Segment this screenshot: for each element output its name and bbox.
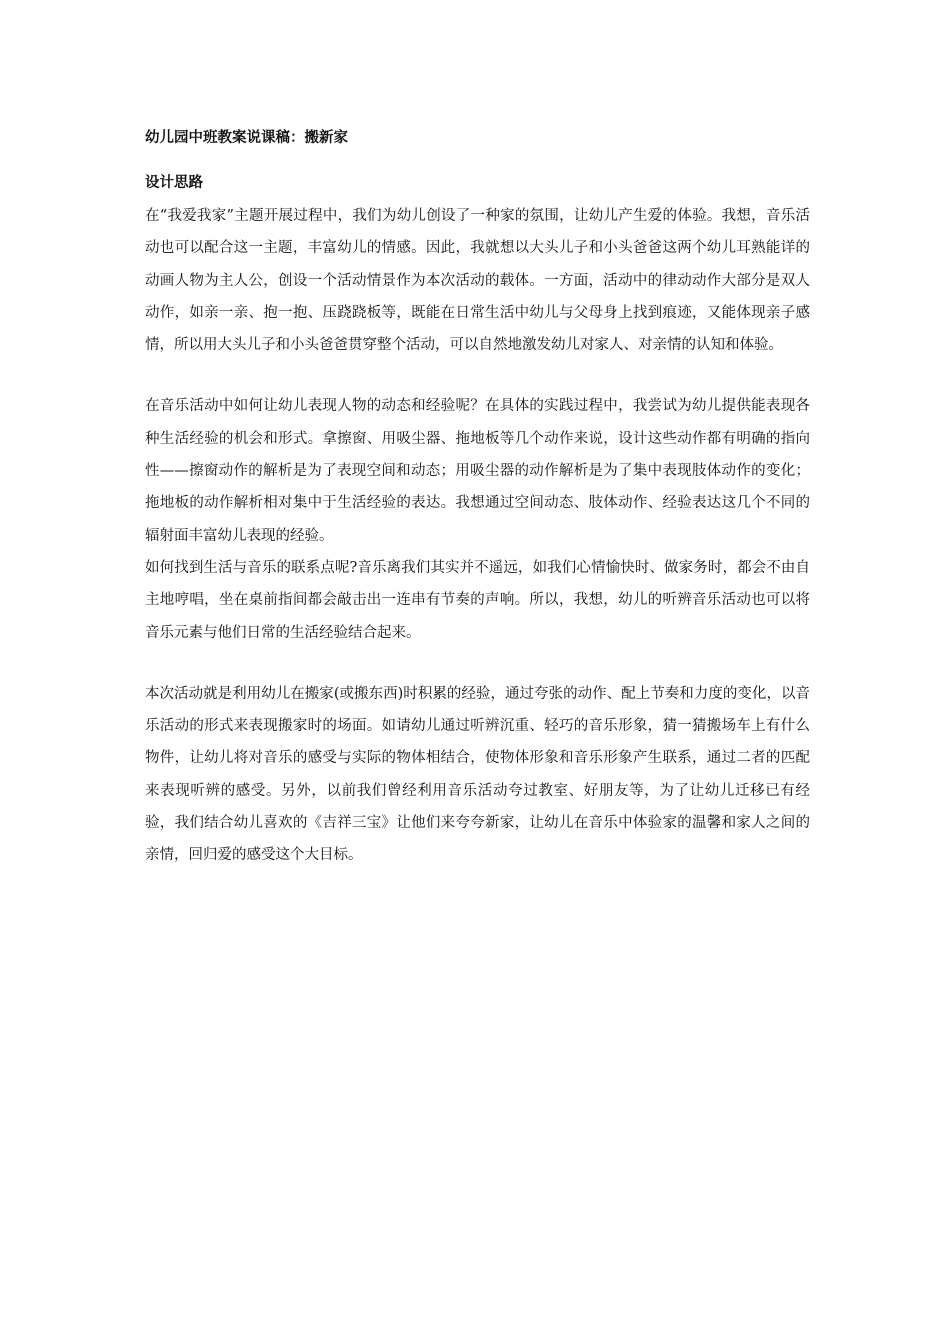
- paragraph-activity-goal: 本次活动就是利用幼儿在搬家(或搬东西)时积累的经验，通过夸张的动作、配上节奏和力度的变化，以音乐活动的形式来表现搬家时的场面。如请幼儿通过听辨沉重、轻巧的音乐形象，猜一猜搬场车上有什么物件，让幼儿将对音乐的感受与实际的物体相结合，使物体形象和音乐形象产生联系，通过二者的匹配来表现听辨的感受。另外，以前我们曾经利用音乐活动夸过教室、好朋友等，为了让幼儿迁移已有经验，我们结合幼儿喜欢的《吉祥三宝》让他们来夸夸新家，让幼儿在音乐中体验家的温馨和家人之间的亲情，回归爱的感受这个大目标。: [145, 685, 810, 864]
- paragraph-theme-intro: 在“我爱我家”主题开展过程中，我们为幼儿创设了一种家的氛围，让幼儿产生爱的体验。我想，音乐活动也可以配合这一主题，丰富幼儿的情感。因此，我就想以大头儿子和小头爸爸这两个幼儿耳熟能详的动画人物为主人公，创设一个活动情景作为本次活动的载体。一方面，活动中的律动动作大部分是双人动作，如亲一亲、抱一抱、压跷跷板等，既能在日常生活中幼儿与父母身上找到痕迹，又能体现亲子感情，所以用大头儿子和小头爸爸贯穿整个活动，可以自然地激发幼儿对家人、对亲情的认知和体验。: [145, 208, 810, 354]
- section-heading-design-idea: 设计思路: [145, 175, 203, 191]
- document-body: [145, 127, 810, 872]
- paragraph-life-music-link: 如何找到生活与音乐的联系点呢?音乐离我们其实并不遥远，如我们心情愉快时、做家务时，都会不由自主地哼唱，坐在桌前指间都会敲击出一连串有节奏的声响。所以，我想，幼儿的听辨音乐活动也可以将音乐元素与他们日常的生活经验结合起来。: [145, 559, 810, 641]
- document-title: 幼儿园中班教案说课稿：搬新家: [145, 130, 348, 146]
- paragraph-expression-experience: 在音乐活动中如何让幼儿表现人物的动态和经验呢？在具体的实践过程中，我尝试为幼儿提供能表现各种生活经验的机会和形式。拿擦窗、用吸尘器、拖地板等几个动作来说，设计这些动作都有明确的指向性——擦窗动作的解析是为了表现空间和动态；用吸尘器的动作解析是为了集中表现肢体动作的变化；拖地板的动作解析相对集中于生活经验的表达。我想通过空间动态、肢体动作、经验表达这几个不同的辐射面丰富幼儿表现的经验。: [145, 398, 810, 544]
